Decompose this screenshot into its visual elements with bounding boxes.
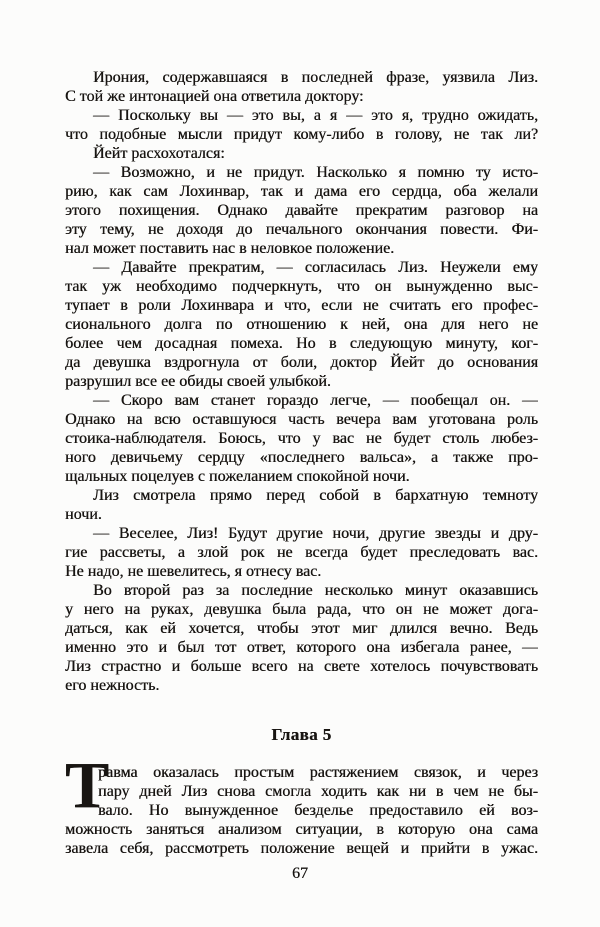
upper-paragraphs <box>65 68 538 695</box>
text-line: — Возможно, и не придут. Насколько я помню ту исто- <box>93 164 538 181</box>
text-line: — Давайте прекратим, — согласилась Лиз. Неужели ему <box>93 259 538 276</box>
text-line: — Скоро вам станет гораздо легче, — пообещал он. — <box>93 392 538 409</box>
text-line: щальных поцелуев с пожеланием спокойной ночи. <box>65 468 410 485</box>
paragraph <box>65 486 538 524</box>
text-line: завела себя, рассмотреть положение вещей и прийти в ужас. <box>65 840 538 857</box>
text-line: так уж необходимо подчеркнуть, что он вынужденно выс- <box>65 278 538 295</box>
paragraph <box>65 258 538 391</box>
chapter-opening-paragraph <box>65 749 538 858</box>
chapter-opening-lines <box>65 763 538 858</box>
paragraph <box>65 144 538 163</box>
text-line: этого похищения. Однако давайте прекратим разговор на <box>65 202 538 219</box>
text-line: у него на руках, девушка была рада, что он не может дога- <box>65 601 538 618</box>
text-line: можность заняться анализом ситуации, в которую она сама <box>65 821 538 838</box>
text-line: более чем досадная помеха. Но в следующую минуту, ког- <box>65 335 538 352</box>
paragraph <box>65 581 538 695</box>
text-line: рию, как сам Лохинвар, так и дама его сердца, оба желали <box>65 183 538 200</box>
text-line: разрушил все ее обиды своей улыбкой. <box>65 373 331 390</box>
text-line: — Поскольку вы — это вы, а я — это я, трудно ожидать, <box>93 107 538 124</box>
text-line: Ирония, содержавшаяся в последней фразе, уязвила Лиз. <box>93 69 538 86</box>
text-line: Йейт расхохотался: <box>93 145 225 162</box>
text-line: ночи. <box>65 506 102 523</box>
text-line: эту тему, не доходя до печального окончания повести. Фи- <box>65 221 538 238</box>
text-line: сионального долга по отношению к ней, она для него не <box>65 316 538 333</box>
paragraph <box>65 106 538 144</box>
text-line: Во второй раз за последние несколько минут оказавшись <box>93 582 538 599</box>
text-line: что подобные мысли придут кому-либо в голову, не так ли? <box>65 126 538 143</box>
text-line: стоика-наблюдателя. Боюсь, что у вас не будет столь любез- <box>65 430 538 447</box>
paragraph <box>65 524 538 581</box>
text-line: да девушка вздрогнула от боли, доктор Йейт до основания <box>65 354 538 371</box>
text-line: ного девичьему сердцу «последнего вальса», а также про- <box>65 449 538 466</box>
text-line: пару дней Лиз снова смогла ходить как ни в чем не бы- <box>98 783 538 800</box>
text-line: его нежность. <box>65 677 160 694</box>
text-line: Не надо, не шевелитесь, я отнесу вас. <box>65 563 322 580</box>
text-line: даться, как ей хочется, чтобы этот миг длился вечно. Ведь <box>65 620 538 637</box>
chapter-heading: Глава 5 <box>271 725 332 744</box>
text-line: С той же интонацией она ответила доктору: <box>65 88 364 105</box>
text-line: Однако на всю оставшуюся часть вечера вам уготована роль <box>65 411 538 428</box>
paragraph <box>65 163 538 258</box>
paragraph <box>65 68 538 106</box>
text-line: вало. Но вынужденное безделье предоставило ей воз- <box>98 802 538 819</box>
paragraph <box>65 391 538 486</box>
text-line: равма оказалась простым растяжением связок, и через <box>98 764 538 781</box>
page-number: 67 <box>292 865 308 882</box>
body-text <box>65 68 538 858</box>
text-line: гие рассветы, а злой рок не всегда будет преследовать вас. <box>65 544 538 561</box>
text-line: Лиз страстно и больше всего на свете хотелось почувствовать <box>65 658 538 675</box>
text-line: Лиз смотрела прямо перед собой в бархатную темноту <box>93 487 538 504</box>
text-line: нал может поставить нас в неловкое положение. <box>65 240 395 257</box>
drop-cap: Т <box>65 749 110 822</box>
text-line: именно это и был тот ответ, которого она избегала ранее, — <box>65 639 538 656</box>
text-line: — Веселее, Лиз! Будут другие ночи, другие звезды и дру- <box>93 525 538 542</box>
text-line: тупает в роли Лохинвара и что, если не считать его профес- <box>65 297 538 314</box>
